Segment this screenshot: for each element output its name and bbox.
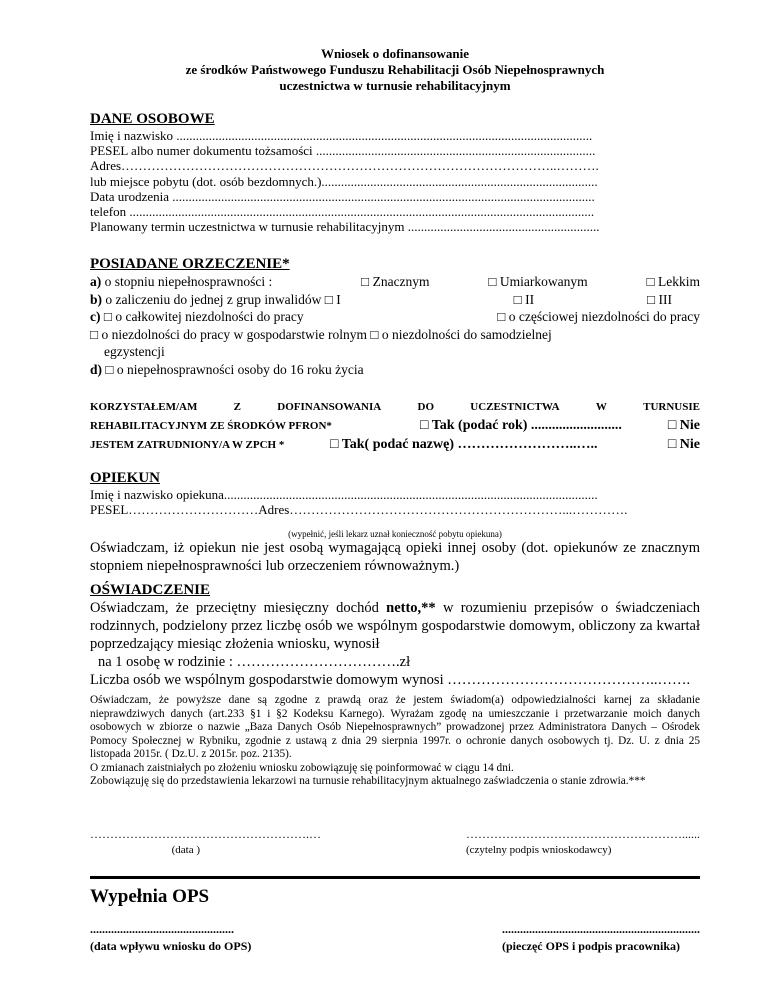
- date-label: (data ): [171, 844, 200, 856]
- option-partial-incapacity[interactable]: □ o częściowej niezdolności do pracy: [497, 309, 700, 324]
- section-declaration: [90, 582, 700, 689]
- row-disability-group: [90, 291, 700, 309]
- section-title-certificate: POSIADANE ORZECZENIE*: [90, 256, 290, 272]
- section-previous-funding: [90, 398, 700, 455]
- option-group-1[interactable]: □ I: [324, 291, 341, 307]
- guardian-note: (wypełnić, jeśli lekarz uznał konieczność pobytu opiekuna): [288, 529, 502, 540]
- field-phone[interactable]: telefon ...............................................................................................................................................: [90, 204, 595, 220]
- row-disability-degree: [90, 273, 700, 291]
- funding-no-option[interactable]: □ Nie: [667, 418, 700, 433]
- section-title-personal: DANE OSOBOWE: [90, 111, 215, 127]
- form-header: [90, 46, 700, 94]
- applicant-label: (czytelny podpis wnioskodawcy): [466, 844, 612, 856]
- option-farm-incapacity[interactable]: □ o niezdolności do pracy w gospodarstwie rolnym □ o niezdolności do samodzielnej: [90, 326, 552, 342]
- section-signatures: [90, 827, 700, 856]
- label-existence: egzystencji: [104, 344, 165, 359]
- ops-stamp-line[interactable]: ..................................................................: [502, 922, 700, 936]
- label-d: d): [90, 361, 103, 377]
- income-text-1: Oświadczam, że przeciętny miesięczny dochód: [90, 600, 387, 616]
- income-net-label: netto,**: [386, 600, 436, 616]
- divider: [90, 876, 700, 879]
- funding-word: DO: [417, 401, 434, 413]
- employment-yes-option[interactable]: □ Tak( podać nazwę) ……………………..…..: [330, 437, 598, 452]
- section-ops: [90, 922, 700, 954]
- legal-consent: Oświadczam, że powyższe dane są zgodne z prawdą oraz że jestem świadom(a) odpowiedzialności karnej za składanie nieprawdziwych danych (art.233 §1 i §2 Kodeksu Karnego). Wyrażam zgodę na umieszczanie i przetwarzanie moich danych osobowych w zbiorze o nazwie „Baza Danych Osób Niepełnosprawnych” prowadzonej przez Administratora Danych – Ośrodek Pomocy Społecznej w Rybniku, zgodnie z ustawą z dnia 29 sierpnia 1997r. o ochronie danych osobowych tj. Dz. U. z dnia 25 listopada 2015r. ( Dz.U. z 2015r. poz. 2135).: [90, 694, 700, 760]
- section-title-guardian: OPIEKUN: [90, 470, 161, 486]
- header-line-3: uczestnictwa w turnusie rehabilitacyjnym: [279, 78, 511, 93]
- row-under-16: [90, 361, 700, 379]
- field-birthdate[interactable]: Data urodzenia ..................................................................................................................................: [90, 188, 595, 204]
- funding-label: REHABILITACYJNYM ZE ŚRODKÓW PFRON*: [90, 420, 332, 432]
- option-full-incapacity[interactable]: □ o całkowitej niezdolności do pracy: [100, 309, 304, 324]
- field-guardian-pesel-address[interactable]: PESEL…………………………Adres………………………………………………………...………….: [90, 502, 628, 518]
- header-line-2: ze środków Państwowego Funduszu Rehabilitacji Osób Niepełnosprawnych: [185, 62, 605, 77]
- funding-question: [90, 398, 700, 417]
- label-c: c): [90, 309, 101, 324]
- field-guardian-name[interactable]: Imię i nazwisko opiekuna...................................................................................................................: [90, 487, 598, 502]
- option-under-16[interactable]: □ o niepełnosprawności osoby do 16 roku życia: [102, 361, 364, 377]
- funding-yes-option[interactable]: □ Tak (podać rok) ..........................: [420, 418, 622, 433]
- header-line-1: Wniosek o dofinansowanie: [320, 46, 470, 61]
- funding-answer-row: [90, 417, 700, 436]
- option-lekkim[interactable]: □ Lekkim: [646, 274, 700, 289]
- funding-word: KORZYSTAŁEM/AM: [90, 401, 198, 413]
- field-income-per-person[interactable]: na 1 osobę w rodzinie : …………………………….zł: [98, 654, 411, 670]
- row-work-incapacity: [90, 308, 700, 326]
- funding-word: UCZESTNICTWA: [470, 401, 560, 413]
- income-statement: [90, 599, 700, 653]
- option-znacznym[interactable]: □ Znacznym: [361, 274, 430, 289]
- legal-medical: Zobowiązuję się do przedstawienia lekarzowi na turnusie rehabilitacyjnym aktualnego zaświadczenia o stanie zdrowia.***: [90, 775, 646, 787]
- label-a: a): [90, 274, 102, 289]
- income-text-2: w rozumieniu przepisów o świadczeniach rodzinnych, podzielony przez liczbę osób we wspólnym gospodarstwie domowym, obliczony za kwartał poprzedzający miesiąc złożenia wniosku, wynosił: [90, 600, 701, 652]
- section-legal: [90, 694, 700, 789]
- section-title-declaration: OŚWIADCZENIE: [90, 582, 211, 598]
- signature-labels-row: [90, 844, 700, 856]
- ops-date-label: (data wpływu wniosku do OPS): [90, 939, 252, 953]
- label-degree: o stopniu niepełnosprawności :: [101, 274, 273, 289]
- funding-word: Z: [233, 401, 241, 413]
- funding-word: DOFINANSOWANIA: [277, 401, 382, 413]
- option-group-2[interactable]: □ II: [513, 291, 535, 307]
- section-certificate: [90, 256, 700, 378]
- employment-row: [90, 436, 700, 455]
- ops-date-line[interactable]: ................................................: [90, 922, 234, 936]
- field-address[interactable]: Adres………………………………………………………………………………………..……….: [90, 158, 599, 174]
- employment-label: JESTEM ZATRUDNIONY/A W ZPCH *: [90, 439, 285, 451]
- funding-word: TURNUSIE: [643, 401, 700, 413]
- field-residence[interactable]: lub miejsce pobytu (dot. osób bezdomnych.).....................................................................................: [90, 173, 598, 189]
- option-group-3[interactable]: □ III: [646, 291, 672, 307]
- label-b: b): [90, 291, 103, 307]
- section-personal-data: [90, 111, 700, 234]
- field-name[interactable]: Imię i nazwisko ................................................................................................................................: [90, 128, 593, 143]
- section-guardian: [90, 470, 700, 575]
- field-household-size[interactable]: Liczba osób we wspólnym gospodarstwie domowym wynosi ……………………………………..…….: [90, 672, 691, 688]
- field-planned-date[interactable]: Planowany termin uczestnictwa w turnusie rehabilitacyjnym ...........................................................: [90, 219, 600, 235]
- ops-labels-row: [90, 939, 700, 954]
- funding-word: W: [595, 401, 607, 413]
- field-pesel[interactable]: PESEL albo numer dokumentu tożsamości ......................................................................................: [90, 143, 596, 159]
- ops-dots-row: [90, 922, 700, 937]
- ops-stamp-label: (pieczęć OPS i podpis pracownika): [501, 939, 680, 953]
- legal-notify: O zmianach zaistniałych po złożeniu wniosku zobowiązuję się poinformować w ciągu 14 dni.: [90, 761, 514, 774]
- employment-no-option[interactable]: □ Nie: [667, 437, 700, 452]
- guardian-statement: Oświadczam, iż opiekun nie jest osobą wymagającą opieki innej osoby (dot. opiekunów ze znacznym stopniem niepełnosprawności lub orzeczeniem równoważnym.): [90, 540, 700, 575]
- signature-dots-row: [90, 827, 700, 842]
- label-group: o zaliczeniu do jednej z grup inwalidów: [102, 291, 322, 307]
- option-umiarkowanym[interactable]: □ Umiarkowanym: [488, 274, 588, 289]
- date-signature-line[interactable]: ……………………………………………….…: [90, 827, 321, 841]
- ops-title: Wypełnia OPS: [90, 886, 210, 907]
- applicant-signature-line[interactable]: ………………………………………………......: [466, 827, 700, 841]
